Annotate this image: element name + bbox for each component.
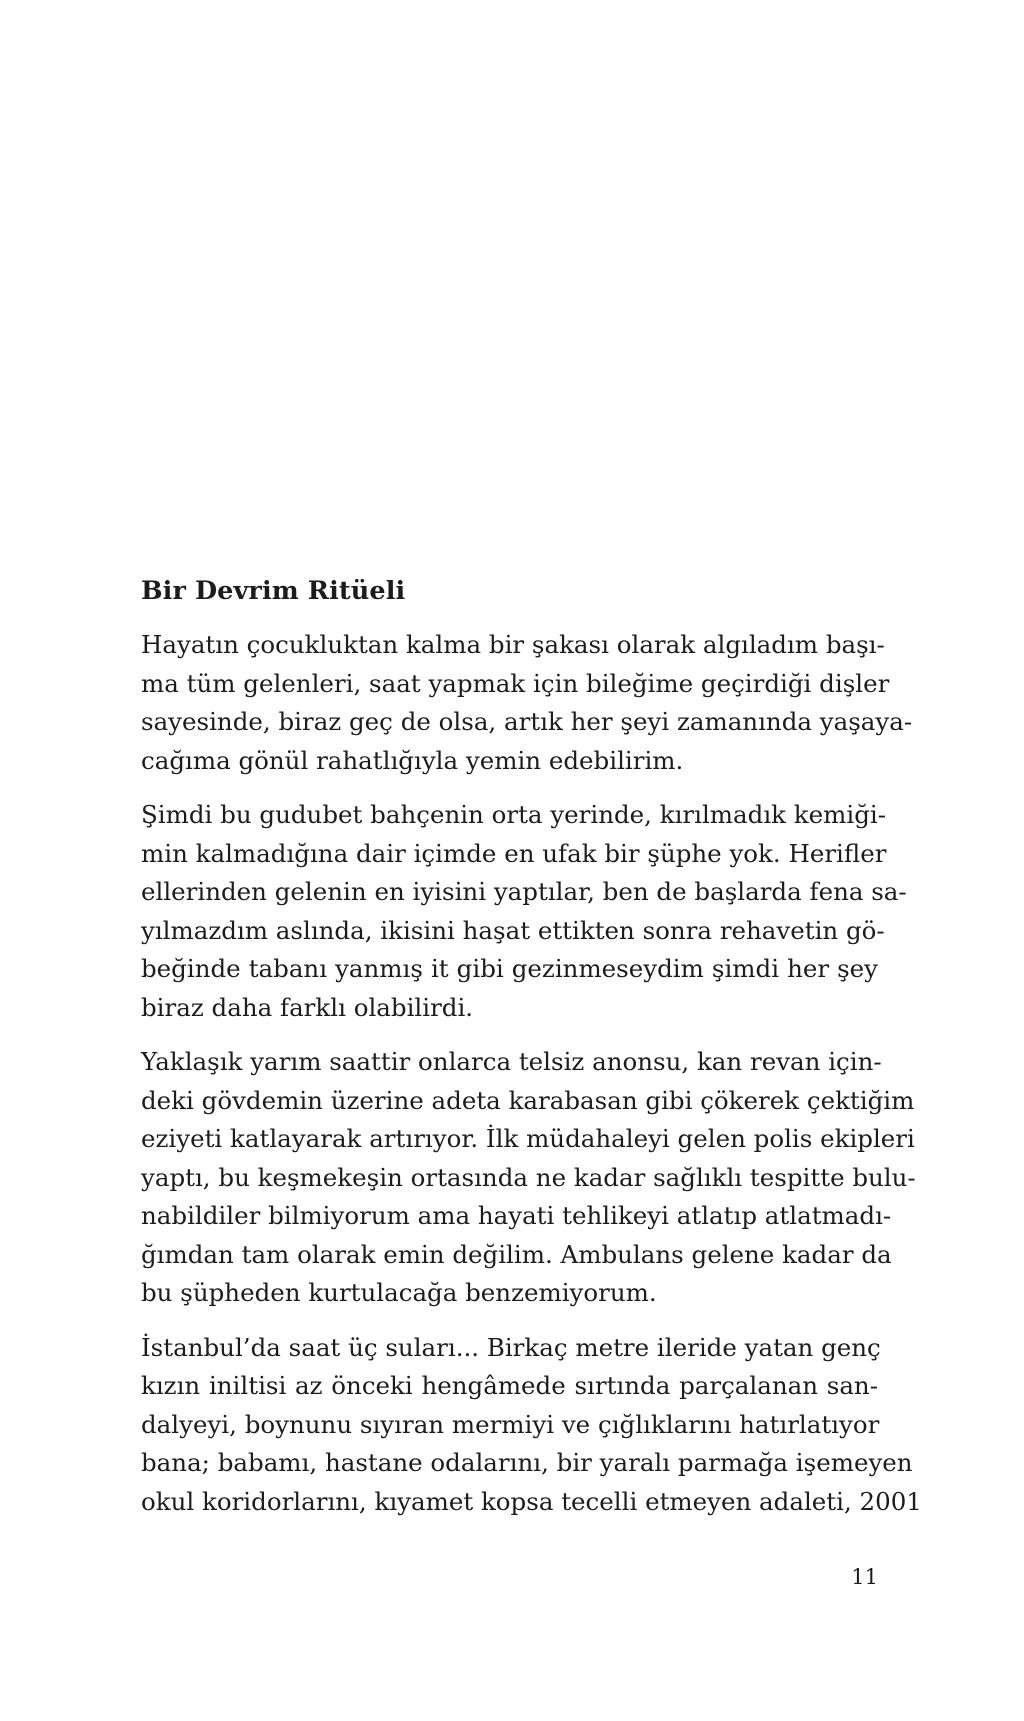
paragraph-line: sayesinde, biraz geç de olsa, artık her şeyi zamanında yaşaya- [141,707,913,737]
page-body [141,575,922,1537]
paragraph-line: Hayatın çocukluktan kalma bir şakası olarak algıladım başı- [141,630,885,660]
paragraph-line: biraz daha farklı olabilirdi. [141,992,474,1022]
paragraph-line: dalyeyi, boynunu sıyıran mermiyi ve çığlıklarını hatırlatıyor [141,1409,880,1439]
paragraph-3 [141,1043,916,1313]
page-number: 11 [851,1565,878,1589]
paragraph-line: Şimdi bu gudubet bahçenin orta yerinde, kırılmadık kemiği- [141,800,887,830]
paragraph-line: beğinde tabanı yanmış it gibi gezinmeseydim şimdi her şey [141,954,878,984]
paragraph-line: nabildiler bilmiyorum ama hayati tehlikeyi atlatıp atlatmadı- [141,1201,892,1231]
paragraph-line: cağıma gönül rahatlığıyla yemin edebilirim. [141,745,684,775]
paragraph-line: yılmazdım aslında, ikisini haşat ettikten sonra rehavetin gö- [141,915,885,945]
chapter-title: Bir Devrim Ritüeli [141,576,406,606]
paragraph-line: ma tüm gelenleri, saat yapmak için bileğime geçirdiği dişler [141,668,890,698]
paragraph-2 [141,796,907,1027]
paragraph-line: kızın iniltisi az önceki hengâmede sırtında parçalanan san- [141,1371,878,1401]
paragraph-line: eziyeti katlayarak artırıyor. İlk müdahaleyi gelen polis ekipleri [141,1124,915,1154]
paragraph-line: yaptı, bu keşmekeşin ortasında ne kadar sağlıklı tespitte bulu- [141,1162,916,1192]
paragraph-line: min kalmadığına dair içimde en ufak bir şüphe yok. Herifler [141,838,887,868]
paragraph-line: bu şüpheden kurtulacağa benzemiyorum. [141,1278,657,1308]
paragraph-line: bana; babamı, hastane odalarını, bir yaralı parmağa işemeyen [141,1448,913,1478]
paragraph-line: deki gövdemin üzerine adeta karabasan gibi çökerek çektiğim [141,1085,915,1115]
paragraph-line: ellerinden gelenin en iyisini yaptılar, ben de başlarda fena sa- [141,877,907,907]
paragraph-1 [141,626,913,780]
paragraph-4 [141,1329,922,1522]
paragraph-line: İstanbul’da saat üç suları... Birkaç metre ileride yatan genç [141,1332,881,1362]
paragraph-line: Yaklaşık yarım saattir onlarca telsiz anonsu, kan revan için- [141,1047,882,1077]
paragraph-line: ğımdan tam olarak emin değilim. Ambulans gelene kadar da [141,1239,892,1269]
paragraph-line: okul koridorlarını, kıyamet kopsa tecelli etmeyen adaleti, 2001 [141,1486,922,1516]
